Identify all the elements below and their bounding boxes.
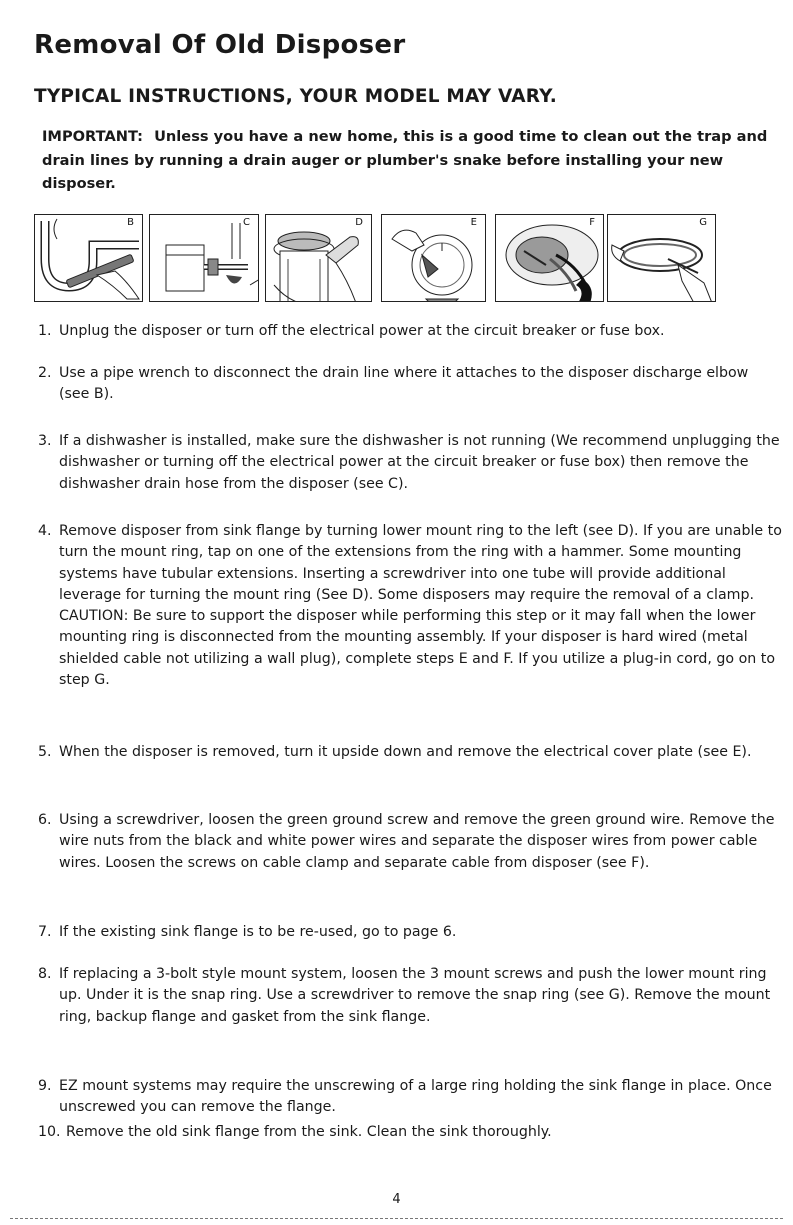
figure-c-letter: C [243,217,250,228]
figure-e [381,214,486,302]
step-3 [38,431,783,495]
step-number: 6. [38,812,52,828]
step-text: Using a screwdriver, loosen the green ground screw and remove the green ground wire. Remove the wire nuts from the black and white power wires and separate the disposer wires from power cable wires. Loosen the screws on cable clamp and separate cable from disposer (see F). [59,812,775,871]
dishwasher-hose-illustration [150,215,259,302]
page-title: Removal Of Old Disposer [34,30,406,60]
important-note [42,125,782,196]
step-text: Remove disposer from sink flange by turning lower mount ring to the left (see D). If you are unable to turn the mount ring, tap on one of the extensions from the ring with a hammer. Some mounting systems have tubular extensions. Inserting a screwdriver into one tube will provide additional leverage for turning the mount ring (See D). Some disposers may require the removal of a clamp. [59,523,782,603]
trap-wrench-illustration [35,215,143,302]
step-number: 9. [38,1078,52,1094]
step-4 [38,521,783,691]
step-caution: CAUTION: Be sure to support the disposer while performing this step or it may fall when the lower mounting ring is disconnected from the mounting assembly. If your disposer is hard wired (metal shielded cable not utilizing a wall plug), complete steps E and F. If you utilize a plug-in cord, go on to step G. [59,608,776,689]
figure-g-letter: G [699,217,707,228]
step-number: 5. [38,744,52,760]
step-number: 10. [38,1124,61,1140]
step-1 [38,321,783,342]
step-number: 1. [38,323,52,339]
step-number: 3. [38,433,52,449]
figure-f-letter: F [589,217,595,228]
step-number: 2. [38,365,52,381]
step-7 [38,922,783,943]
figure-d [265,214,372,302]
figure-d-letter: D [355,217,363,228]
mount-ring-illustration [266,215,372,302]
step-number: 8. [38,966,52,982]
step-text: Use a pipe wrench to disconnect the drain line where it attaches to the disposer discharge elbow (see B). [59,365,749,403]
step-9 [38,1076,783,1119]
step-text: If replacing a 3-bolt style mount system, loosen the 3 mount screws and push the lower mount ring up. Under it is the snap ring. Use a screwdriver to remove the snap ring (see G). Remove the mount ring, backup flange and gasket from the sink flange. [59,966,771,1025]
step-text: Remove the old sink flange from the sink. Clean the sink thoroughly. [66,1124,552,1140]
wiring-illustration [496,215,604,302]
figure-c [149,214,259,302]
figure-g [607,214,716,302]
page-bottom-rule [10,1218,783,1219]
important-label: IMPORTANT: [42,128,143,145]
figure-e-letter: E [470,217,477,228]
step-text: If a dishwasher is installed, make sure the dishwasher is not running (We recommend unplugging the dishwasher or turning off the electrical power at the circuit breaker or fuse box) then remove the dishwasher drain hose from the disposer (see C). [59,433,780,492]
step-text: If the existing sink flange is to be re-used, go to page 6. [59,924,457,940]
step-number: 7. [38,924,52,940]
page-subtitle: TYPICAL INSTRUCTIONS, YOUR MODEL MAY VARY. [34,86,557,107]
step-8 [38,964,783,1028]
step-2 [38,363,783,406]
step-text: EZ mount systems may require the unscrewing of a large ring holding the sink flange in place. Once unscrewed you can remove the flange. [59,1078,772,1116]
step-5 [38,742,783,763]
important-text: Unless you have a new home, this is a good time to clean out the trap and drain lines by running a drain auger or plumber's snake before installing your new disposer. [42,128,768,192]
step-6 [38,810,783,874]
snap-ring-illustration [608,215,716,302]
figure-f [495,214,604,302]
step-text: Unplug the disposer or turn off the electrical power at the circuit breaker or fuse box. [59,323,665,339]
figure-b [34,214,143,302]
figure-b-letter: B [127,217,134,228]
step-text: When the disposer is removed, turn it upside down and remove the electrical cover plate (see E). [59,744,752,760]
cover-plate-illustration [382,215,486,302]
page-number: 4 [392,1192,401,1207]
step-10 [38,1122,783,1143]
step-number: 4. [38,523,52,539]
